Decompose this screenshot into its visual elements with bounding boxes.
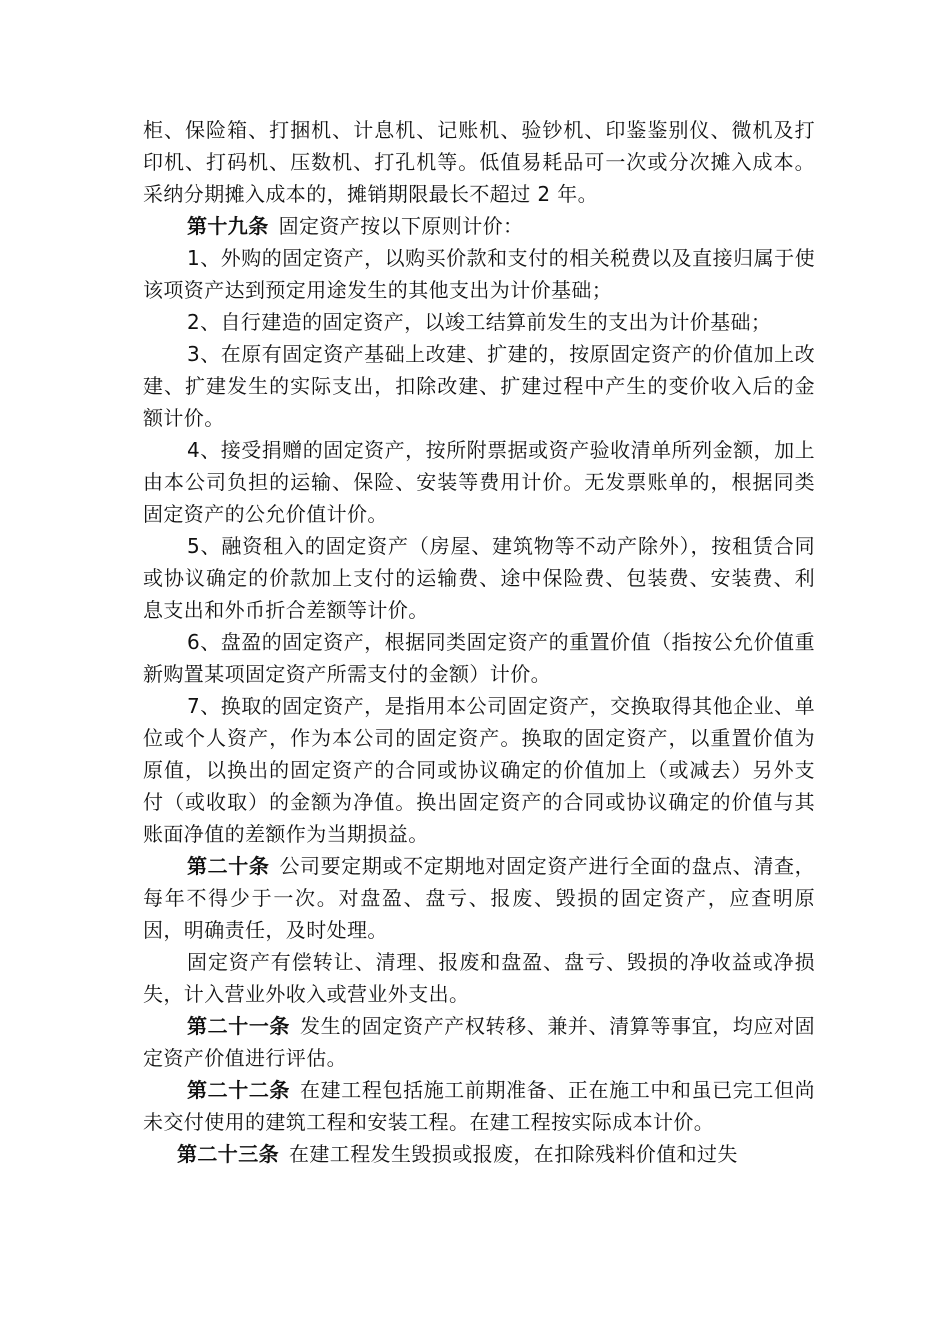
list-item-1 [143,242,815,306]
list-item-7 [143,690,815,850]
list-item-3 [143,338,815,434]
article-21-label: 第二十一条 [187,1014,291,1038]
article-20-label: 第二十条 [187,854,270,878]
paragraph-text: 4、接受捐赠的固定资产，按所附票据或资产验收清单所列金额，加上由本公司负担的运输、保险、安装等费用计价。无发票账单的，根据同类固定资产的公允价值计价。 [143,438,815,526]
paragraph-text: 固定资产有偿转让、清理、报废和盘盈、盘亏、毁损的净收益或净损失，计入营业外收入或营业外支出。 [143,950,815,1006]
paragraph-text: 在建工程发生毁损或报废，在扣除残料价值和过失 [289,1142,738,1166]
article-23-paragraph [143,1138,815,1170]
article-19-paragraph [143,210,815,242]
paragraph-text: 公司要定期或不定期地对固定资产进行全面的盘点、清查，每年不得少于一次。对盘盈、盘亏、报废、毁损的固定资产，应查明原因，明确责任，及时处理。 [143,854,815,942]
list-item-2 [143,306,815,338]
article-21-paragraph [143,1010,815,1074]
paragraph-text: 2、自行建造的固定资产，以竣工结算前发生的支出为计价基础； [187,310,772,334]
document-body [143,114,815,1170]
article-20-subparagraph [143,946,815,1010]
paragraph-text: 发生的固定资产产权转移、兼并、清算等事宜，均应对固定资产价值进行评估。 [143,1014,816,1070]
paragraph-text: 在建工程包括施工前期准备、正在施工中和虽已完工但尚未交付使用的建筑工程和安装工程。在建工程按实际成本计价。 [143,1078,816,1134]
paragraph-continued [143,114,815,210]
paragraph-text: 固定资产按以下原则计价： [278,214,524,238]
article-19-label: 第十九条 [187,214,269,238]
list-item-4 [143,434,815,530]
paragraph-text: 7、换取的固定资产，是指用本公司固定资产，交换取得其他企业、单位或个人资产，作为本公司的固定资产。换取的固定资产，以重置价值为原值，以换出的固定资产的合同或协议确定的价值加上（或减去）另外支付（或收取）的金额为净值。换出固定资产的合同或协议确定的价值与其账面净值的差额作为当期损益。 [143,694,815,846]
article-22-label: 第二十二条 [187,1078,291,1102]
article-20-paragraph [143,850,815,946]
paragraph-text: 1、外购的固定资产，以购买价款和支付的相关税费以及直接归属于使该项资产达到预定用途发生的其他支出为计价基础； [143,246,815,302]
article-23-label: 第二十三条 [177,1142,279,1166]
list-item-6 [143,626,815,690]
paragraph-text: 柜、保险箱、打捆机、计息机、记账机、验钞机、印鉴鉴别仪、微机及打印机、打码机、压数机、打孔机等。低值易耗品可一次或分次摊入成本。采纳分期摊入成本的，摊销期限最长不超过 2 年。 [143,118,815,206]
paragraph-text: 3、在原有固定资产基础上改建、扩建的，按原固定资产的价值加上改建、扩建发生的实际支出，扣除改建、扩建过程中产生的变价收入后的金额计价。 [143,342,815,430]
article-22-paragraph [143,1074,815,1138]
paragraph-text: 6、盘盈的固定资产，根据同类固定资产的重置价值（指按公允价值重新购置某项固定资产所需支付的金额）计价。 [143,630,815,686]
paragraph-text: 5、融资租入的固定资产（房屋、建筑物等不动产除外），按租赁合同或协议确定的价款加上支付的运输费、途中保险费、包装费、安装费、利息支出和外币折合差额等计价。 [143,534,815,622]
list-item-5 [143,530,815,626]
